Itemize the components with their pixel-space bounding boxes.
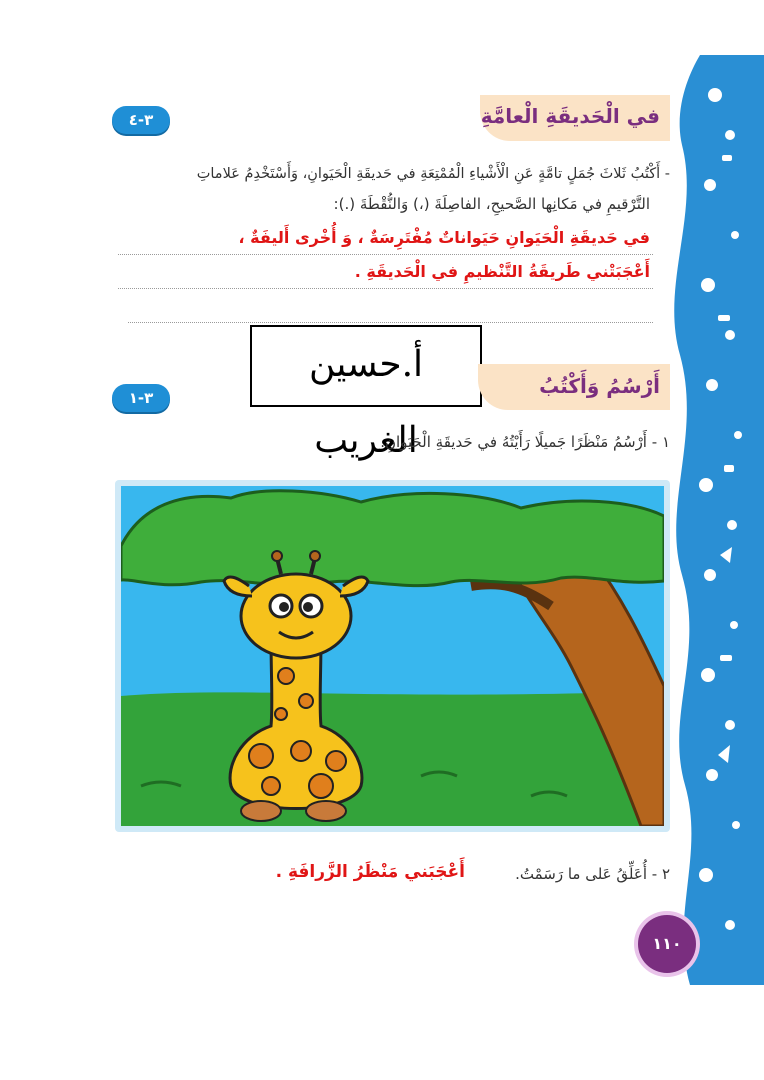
section1-answer-line1: في حَديقَةِ الْحَيَوانِ حَيَواناتٌ مُفْتَرِسَةٌ ، وَ أُخْرى أَليفَةٌ ، xyxy=(238,228,650,247)
section2-answer: أَعْجَبَني مَنْظَرُ الزَّرافَةِ . xyxy=(275,862,465,882)
page-number: ١١٠ xyxy=(638,915,696,973)
drawing-frame xyxy=(115,480,670,832)
answer-line-2 xyxy=(118,288,653,289)
section1-answer-line2: أَعْجَبَتْني طَريقَةُ التَّنْظيمِ في الْحَديقَةِ . xyxy=(354,262,650,281)
teacher-name-box: أ.حسين الغريب xyxy=(250,325,482,407)
section1-instruction-line1: - أَكْتُبُ ثَلاثَ جُمَلٍ تامَّةٍ عَنِ الْأَشْياءِ الْمُمْتِعَةِ في حَديقَةِ الْحَيَوانِ، وَأَسْتَخْدِمُ عَلاماتِ xyxy=(196,166,670,182)
decorative-wave-strip xyxy=(660,55,764,985)
section2-instruction2: ٢ - أُعَلِّقُ عَلى ما رَسَمْتُ. xyxy=(515,865,670,883)
giraffe-drawing xyxy=(121,486,664,826)
answer-line-3 xyxy=(128,322,653,323)
section2-title: أَرْسُمُ وَأَكْتُبُ xyxy=(539,374,660,398)
answer-line-1 xyxy=(118,254,653,255)
section1-badge: ٣-٤ xyxy=(112,106,170,134)
section1-instruction-line2: التَّرْقيمِ في مَكانِها الصَّحيحِ، الفاصِلَةَ (،) وَالنُّقْطَةَ (.): xyxy=(333,195,650,213)
section2-instruction1: ١ - أَرْسُمُ مَنْظَرًا جَميلًا رَأَيْتُهُ في حَديقَةِ الْحَيَوانِ. xyxy=(380,433,670,451)
section1-title: في الْحَديقَةِ الْعامَّةِ xyxy=(480,104,660,128)
section2-badge: ٣-١ xyxy=(112,384,170,412)
